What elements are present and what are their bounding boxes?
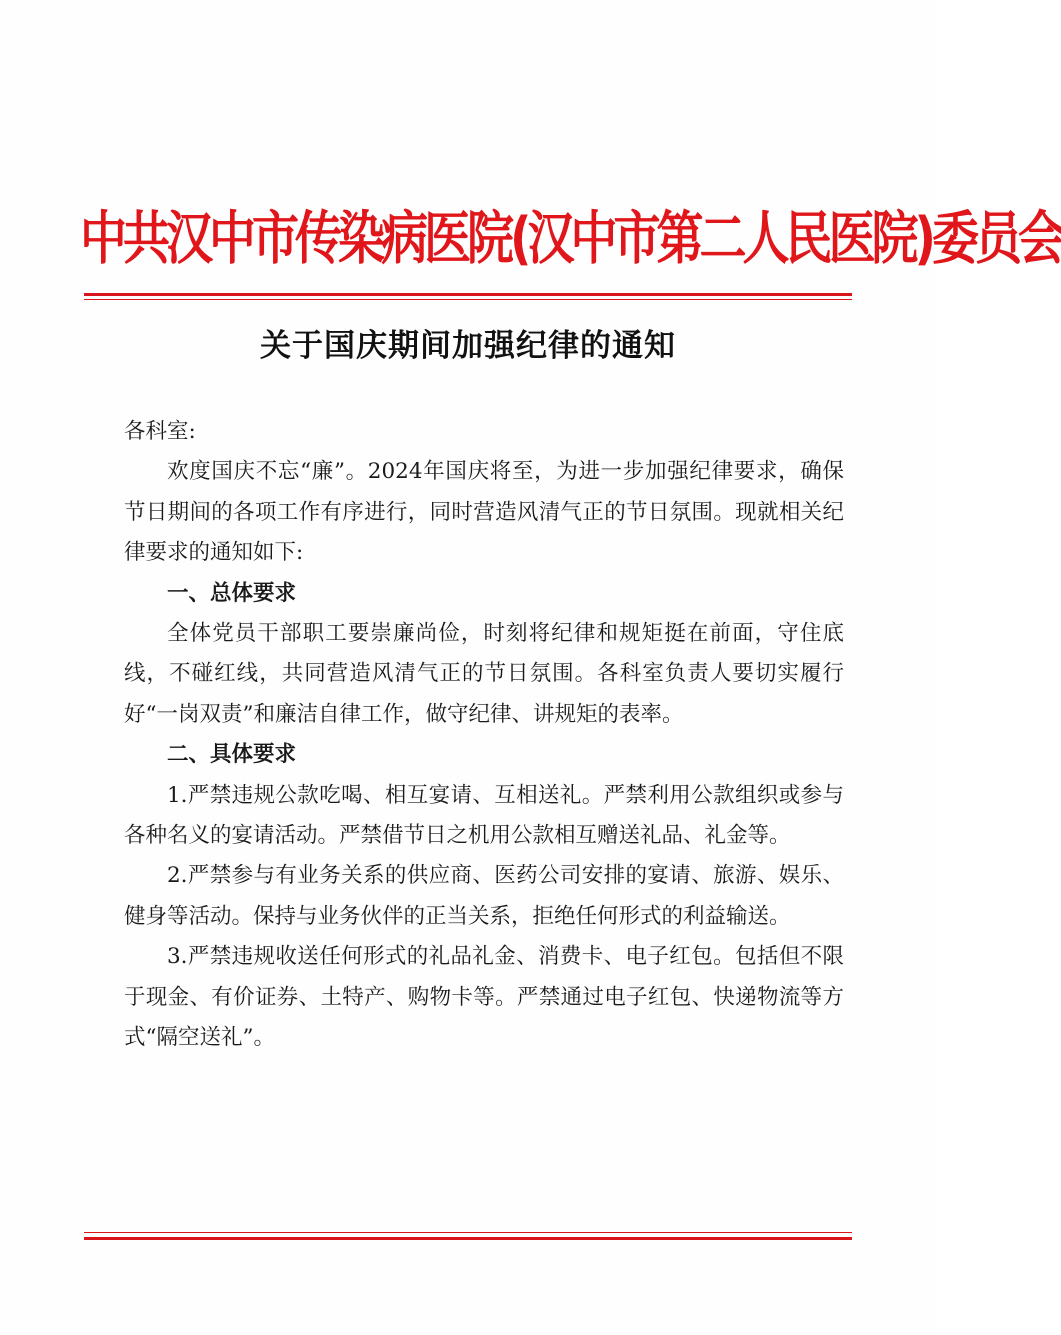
salutation: 各科室: (124, 419, 196, 444)
letterhead-rule-thick (84, 293, 852, 296)
letterhead-rule-thin (84, 299, 852, 300)
requirement-item-2: 2.严禁参与有业务关系的供应商、医药公司安排的宴请、旅游、娱乐、健身等活动。保持与业务伙伴的正当关系，拒绝任何形式的利益输送。 (124, 863, 844, 929)
notice-body (124, 412, 844, 1059)
footer-rule-thick (84, 1237, 852, 1240)
requirement-item-3: 3.严禁违规收送任何形式的礼品礼金、消费卡、电子红包。包括但不限于现金、有价证券、土特产、购物卡等。严禁通过电子红包、快递物流等方式“隔空送礼”。 (124, 944, 844, 1051)
section-heading-specific: 二、具体要求 (167, 742, 297, 768)
letterhead-title: 中共汉中市传染病医院(汉中市第二人民医院)委员会 (80, 205, 1061, 273)
notice-title: 关于国庆期间加强纪律的通知 (260, 328, 676, 364)
intro-paragraph: 欢度国庆不忘“廉”。2024年国庆将至，为进一步加强纪律要求，确保节日期间的各项工作有序进行，同时营造风清气正的节日氛围。现就相关纪律要求的通知如下: (124, 459, 844, 566)
section-heading-general: 一、总体要求 (167, 580, 297, 606)
section-general-paragraph: 全体党员干部职工要崇廉尚俭，时刻将纪律和规矩挺在前面，守住底线，不碰红线，共同营造风清气正的节日氛围。各科室负责人要切实履行好“一岗双责”和廉洁自律工作，做守纪律、讲规矩的表率。 (124, 621, 844, 727)
requirement-item-1: 1.严禁违规公款吃喝、相互宴请、互相送礼。严禁利用公款组织或参与各种名义的宴请活动。严禁借节日之机用公款相互赠送礼品、礼金等。 (124, 782, 844, 849)
footer-rule-thin (84, 1232, 852, 1233)
